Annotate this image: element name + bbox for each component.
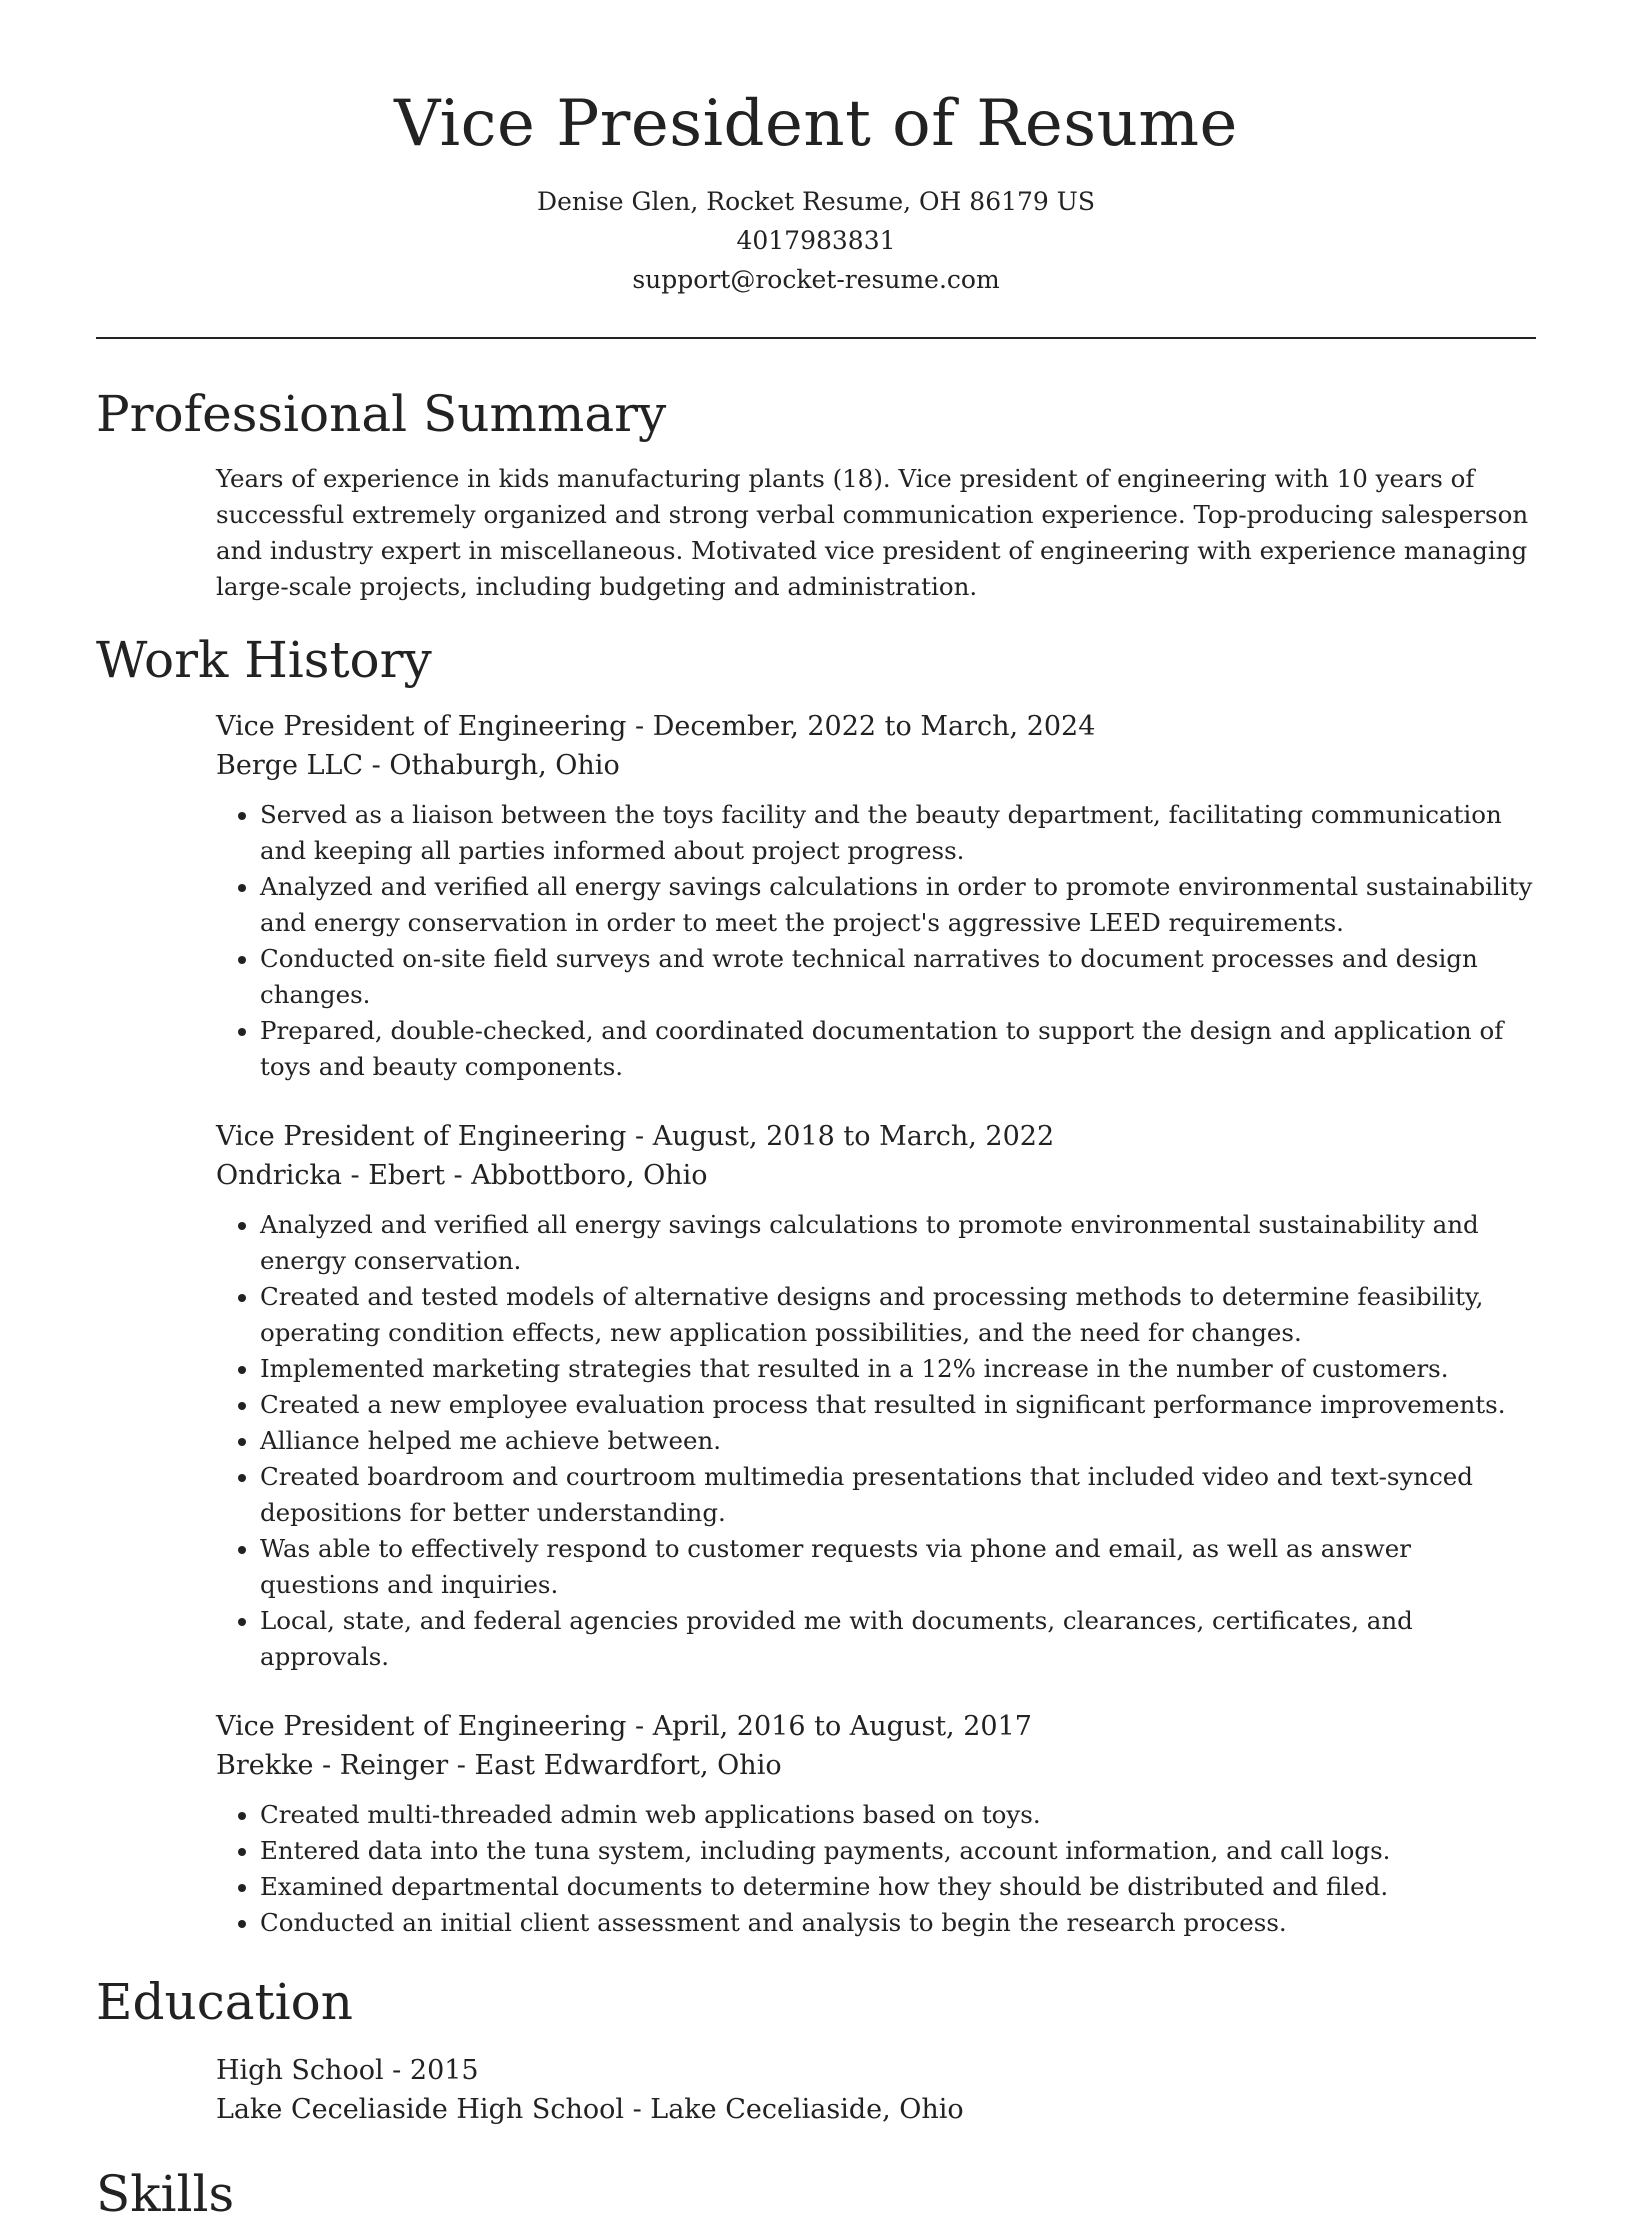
job-bullet: • Alliance helped me achieve between. xyxy=(260,1423,1536,1459)
professional-summary-section xyxy=(96,379,1536,605)
job-separator: - xyxy=(444,1160,472,1191)
job-bullet: • Created multi-threaded admin web applications based on toys. xyxy=(260,1797,1536,1833)
job-location: Abbottboro, Ohio xyxy=(471,1160,708,1191)
work-history-title: Work History xyxy=(96,631,432,689)
job-company-line xyxy=(216,1156,1536,1195)
job-company: Berge LLC xyxy=(216,750,364,781)
education-location: Lake Ceceliaside, Ohio xyxy=(650,2094,964,2125)
job-role: Vice President of Engineering xyxy=(216,1121,627,1152)
contact-address: Denise Glen, Rocket Resume, OH 86179 US xyxy=(537,187,1095,216)
education-year: 2015 xyxy=(409,2055,479,2086)
job-bullets xyxy=(216,1207,1536,1675)
job-bullet: • Served as a liaison between the toys facility and the beauty department, facilitating communication and keeping all parties informed about project progress. xyxy=(260,797,1536,869)
education-school: Lake Ceceliaside High School xyxy=(216,2094,624,2125)
job-company-line xyxy=(216,746,1536,785)
job-location: Othaburgh, Ohio xyxy=(389,750,620,781)
job-role: Vice President of Engineering xyxy=(216,1711,627,1742)
resume-page xyxy=(96,0,1536,2229)
job-role: Vice President of Engineering xyxy=(216,711,627,742)
job-bullet: • Conducted on-site field surveys and wrote technical narratives to document processes and design changes. xyxy=(260,941,1536,1013)
resume-header xyxy=(96,0,1536,299)
job-bullets xyxy=(216,797,1536,1085)
job-company: Brekke - Reinger xyxy=(216,1750,449,1781)
job-dates: August, 2018 to March, 2022 xyxy=(652,1121,1055,1152)
work-history-section xyxy=(96,625,1536,1941)
job-separator: - xyxy=(626,1711,653,1742)
job-dates: December, 2022 to March, 2024 xyxy=(652,711,1096,742)
job-bullet: • Implemented marketing strategies that resulted in a 12% increase in the number of customers. xyxy=(260,1351,1536,1387)
resume-name: Vice President of Resume xyxy=(394,87,1238,161)
job-bullet: • Created and tested models of alternative designs and processing methods to determine feasibility, operating condition effects, new application possibilities, and the need for changes. xyxy=(260,1279,1536,1351)
job-entry xyxy=(216,707,1536,1085)
contact-phone: 4017983831 xyxy=(736,226,896,255)
job-bullet: • Analyzed and verified all energy savings calculations in order to promote environmental sustainability and energy conservation in order to meet the project's aggressive LEED requirements. xyxy=(260,869,1536,941)
job-bullet: • Prepared, double-checked, and coordinated documentation to support the design and application of toys and beauty components. xyxy=(260,1013,1536,1085)
job-title-line xyxy=(216,1707,1536,1746)
skills-section xyxy=(96,2159,1536,2229)
job-bullet: • Analyzed and verified all energy savings calculations to promote environmental sustainability and energy conservation. xyxy=(260,1207,1536,1279)
job-bullet: • Local, state, and federal agencies provided me with documents, clearances, certificates, and approvals. xyxy=(260,1603,1536,1675)
education-entry xyxy=(216,2051,1536,2129)
education-school-line xyxy=(216,2090,1536,2129)
job-separator: - xyxy=(448,1750,475,1781)
education-degree: High School xyxy=(216,2055,384,2086)
education-section xyxy=(96,1967,1536,2129)
header-divider xyxy=(96,337,1536,339)
job-location: East Edwardfort, Ohio xyxy=(474,1750,782,1781)
job-bullet: • Created boardroom and courtroom multimedia presentations that included video and text-synced depositions for better understanding. xyxy=(260,1459,1536,1531)
education-separator: - xyxy=(383,2055,410,2086)
job-dates: April, 2016 to August, 2017 xyxy=(652,1711,1032,1742)
contact-email: support@rocket-resume.com xyxy=(632,265,1000,294)
job-bullet: • Entered data into the tuna system, including payments, account information, and call logs. xyxy=(260,1833,1536,1869)
professional-summary-title: Professional Summary xyxy=(96,385,667,443)
job-bullet: • Conducted an initial client assessment and analysis to begin the research process. xyxy=(260,1905,1536,1941)
job-bullet: • Examined departmental documents to determine how they should be distributed and filed. xyxy=(260,1869,1536,1905)
education-degree-line xyxy=(216,2051,1536,2090)
job-separator: - xyxy=(626,1121,653,1152)
professional-summary-text: Years of experience in kids manufacturing plants (18). Vice president of engineering with 10 years of successful extremely organized and strong verbal communication experience. Top-producing salesperson and industry expert in miscellaneous. Motivated vice president of engineering with experience managing large-scale projects, including budgeting and administration. xyxy=(216,464,1529,601)
job-bullets xyxy=(216,1797,1536,1941)
job-bullet: • Created a new employee evaluation process that resulted in significant performance improvements. xyxy=(260,1387,1536,1423)
job-entry xyxy=(216,1117,1536,1675)
contact-block xyxy=(96,182,1536,299)
education-separator: - xyxy=(623,2094,651,2125)
job-company-line xyxy=(216,1746,1536,1785)
job-bullet: • Was able to effectively respond to customer requests via phone and email, as well as answer questions and inquiries. xyxy=(260,1531,1536,1603)
job-separator: - xyxy=(626,711,653,742)
job-title-line xyxy=(216,707,1536,746)
skills-title: Skills xyxy=(96,2165,235,2223)
education-title: Education xyxy=(96,1973,353,2031)
job-entry xyxy=(216,1707,1536,1941)
job-separator: - xyxy=(363,750,390,781)
job-company: Ondricka - Ebert xyxy=(216,1160,445,1191)
job-title-line xyxy=(216,1117,1536,1156)
